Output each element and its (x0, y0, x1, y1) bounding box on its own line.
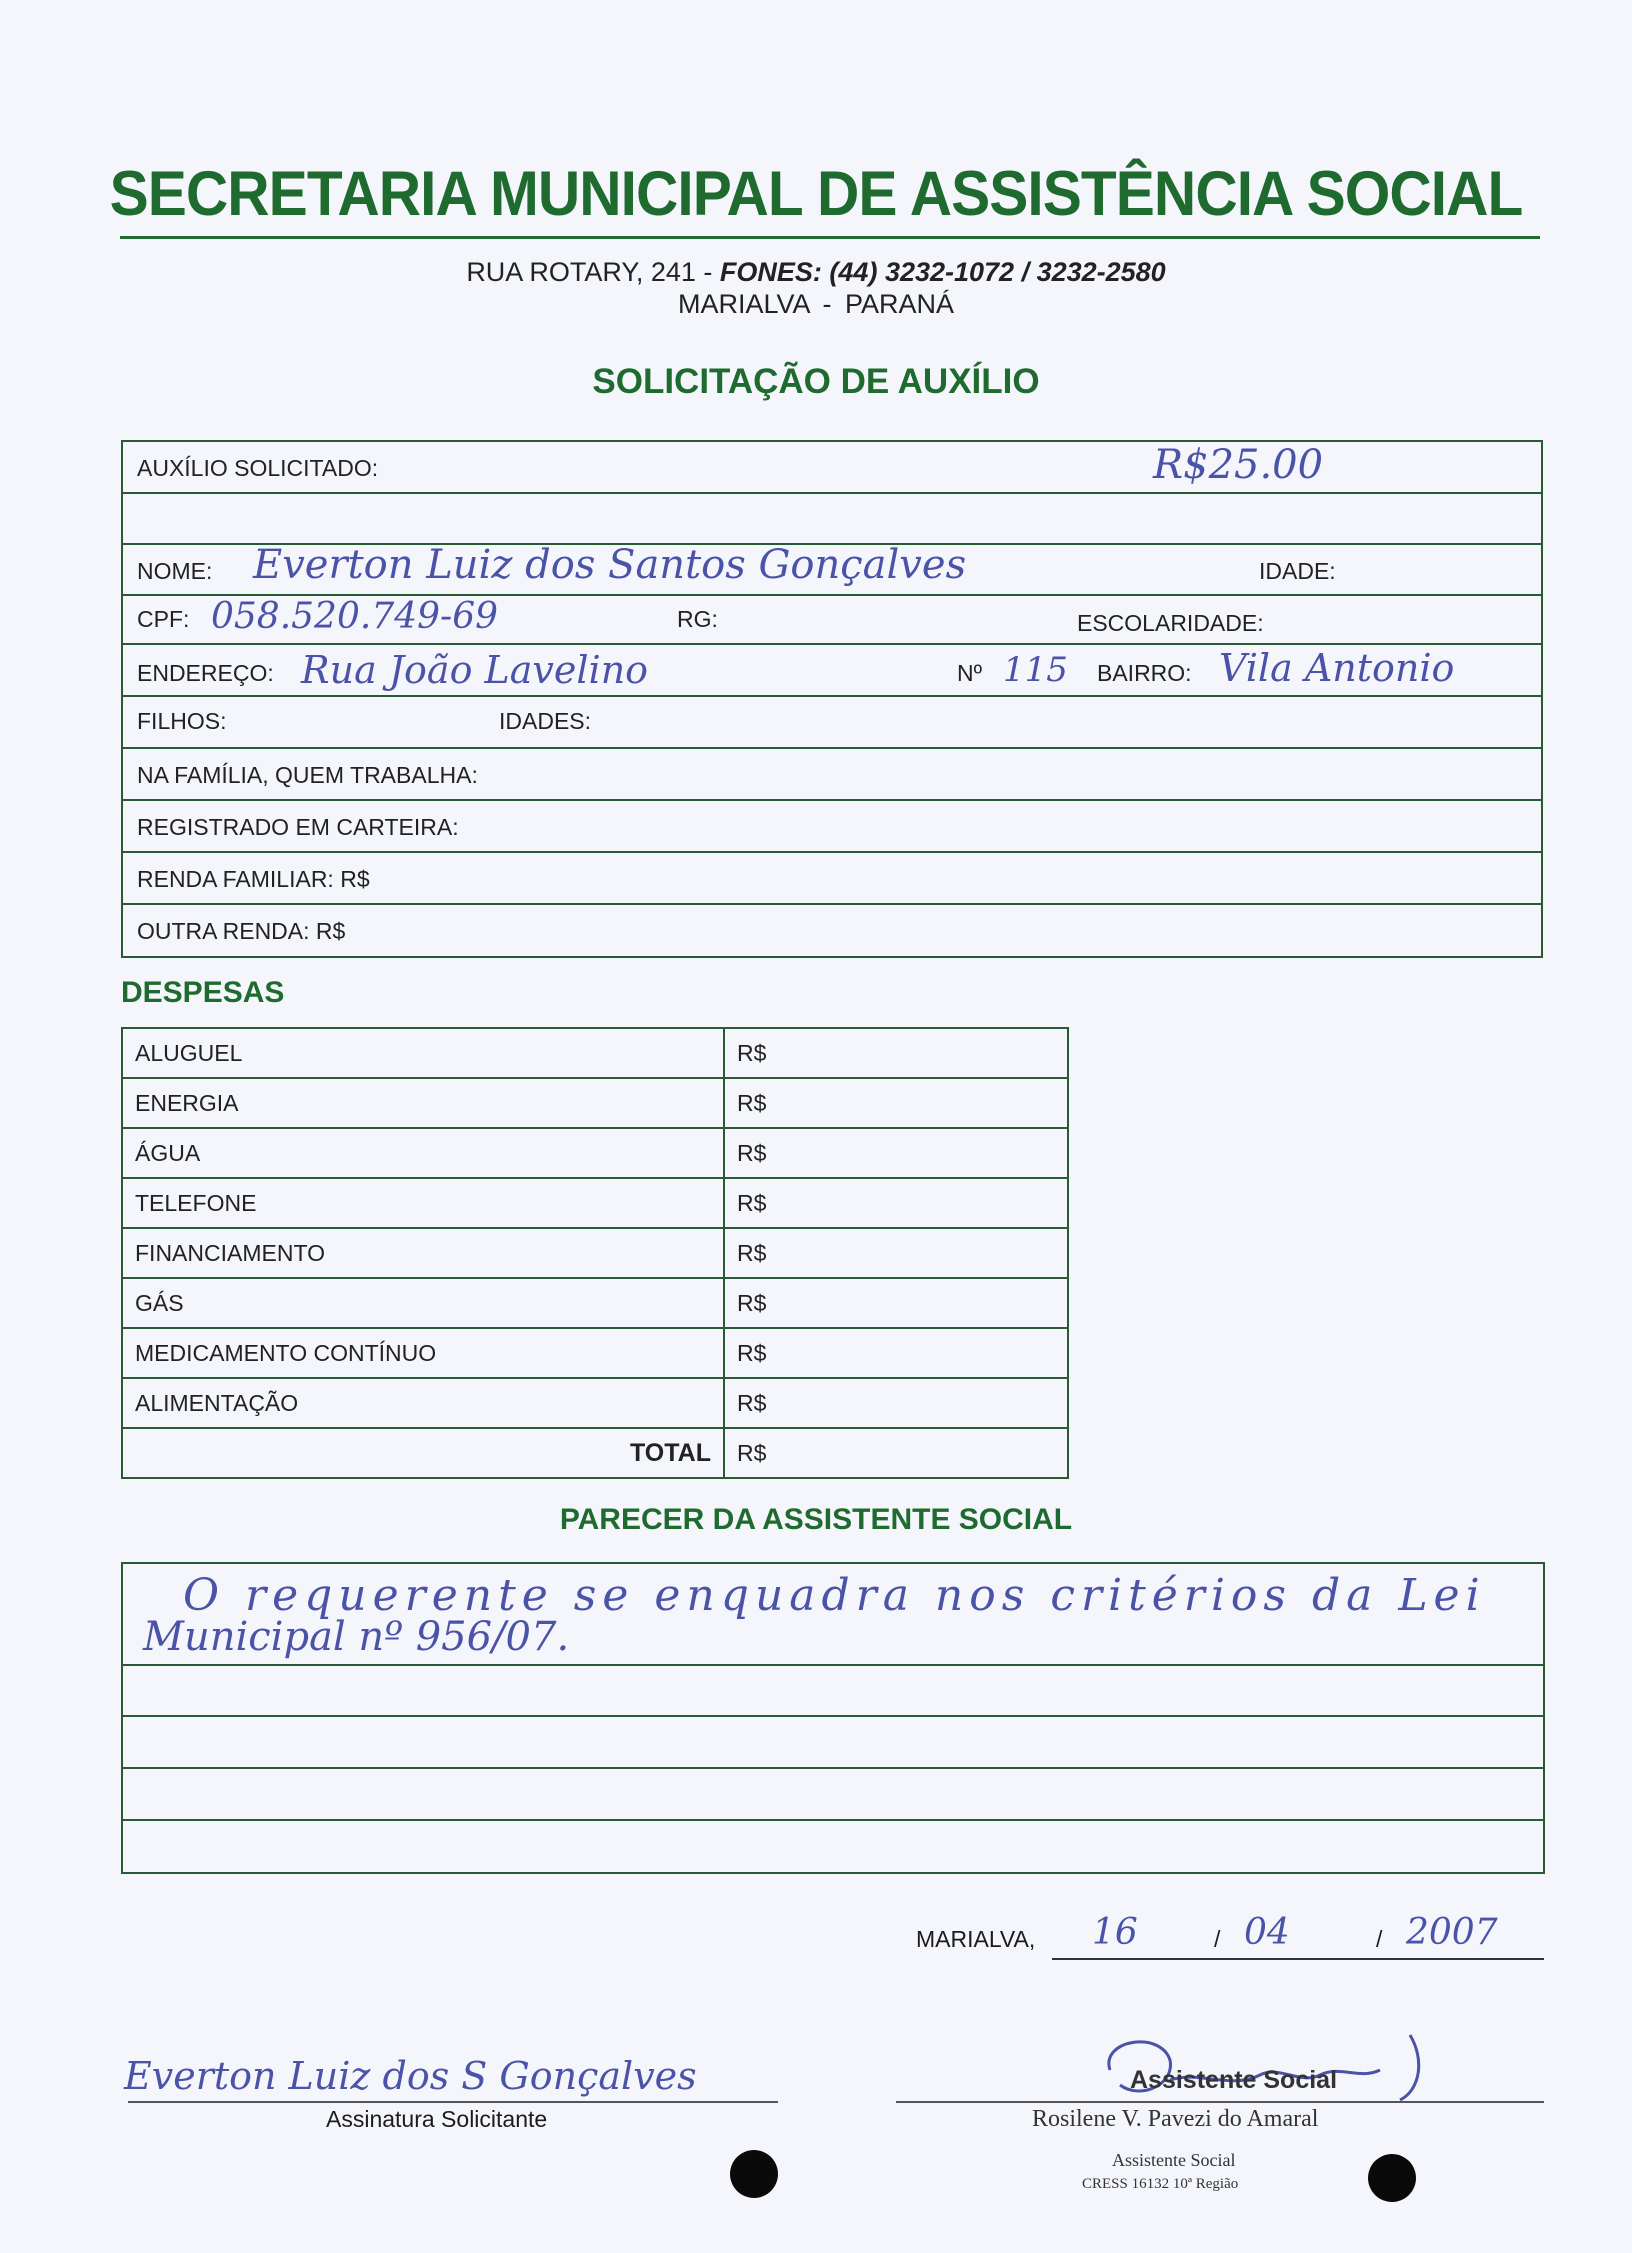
city-label: MARIALVA, (916, 1926, 1036, 1952)
endereco-value[interactable]: Rua João Lavelino (301, 648, 649, 692)
street-address: RUA ROTARY, 241 - (466, 257, 720, 287)
date-year[interactable]: 2007 (1406, 1912, 1498, 1953)
address-line (0, 257, 1632, 288)
cpf-value[interactable]: 058.520.749-69 (211, 596, 498, 637)
form-row (123, 799, 1541, 801)
expense-label: TELEFONE (122, 1178, 724, 1228)
expense-value-field[interactable]: R$ (724, 1078, 1068, 1128)
parecer-box (121, 1562, 1545, 1874)
form-row (123, 492, 1541, 494)
expense-label: ENERGIA (122, 1078, 724, 1128)
quem-trabalha-label: NA FAMÍLIA, QUEM TRABALHA: (137, 762, 478, 788)
expense-total-label: TOTAL (122, 1428, 724, 1478)
applicant-signature: Everton Luiz dos S Gonçalves (124, 2054, 697, 2098)
expense-label: ALUGUEL (122, 1028, 724, 1078)
expense-value-field[interactable]: R$ (724, 1128, 1068, 1178)
phone-numbers: FONES: (44) 3232-1072 / 3232-2580 (719, 257, 1166, 287)
expense-row (122, 1278, 1068, 1328)
form-title: SOLICITAÇÃO DE AUXÍLIO (592, 362, 1040, 401)
form-row (123, 851, 1541, 853)
expense-label: MEDICAMENTO CONTÍNUO (122, 1328, 724, 1378)
registrado-label: REGISTRADO EM CARTEIRA: (137, 814, 459, 840)
expense-value-field[interactable]: R$ (724, 1378, 1068, 1428)
title-underline (120, 236, 1540, 239)
date-separator: / (1376, 1926, 1383, 1952)
expense-value-field[interactable]: R$ (724, 1028, 1068, 1078)
stamp-role: Assistente Social (1112, 2150, 1236, 2170)
parecer-line (123, 1819, 1543, 1821)
punch-hole (1368, 2154, 1416, 2202)
stamp-registration: CRESS 16132 10ª Região (1082, 2176, 1239, 2192)
expense-total-row (122, 1428, 1068, 1478)
form-row (123, 903, 1541, 905)
expense-value-field[interactable]: R$ (724, 1328, 1068, 1378)
despesas-title: DESPESAS (121, 976, 285, 1009)
form-row (123, 643, 1541, 645)
auxilio-label: AUXÍLIO SOLICITADO: (137, 455, 379, 481)
social-worker-signature-line (896, 2101, 1544, 2103)
form-row (123, 747, 1541, 749)
idades-label: IDADES: (499, 708, 592, 734)
social-worker-caption: Assistente Social (1130, 2066, 1338, 2094)
idade-label: IDADE: (1259, 558, 1336, 584)
expense-row (122, 1378, 1068, 1428)
numero-label: Nº (957, 660, 983, 686)
nome-value[interactable]: Everton Luiz dos Santos Gonçalves (253, 542, 967, 588)
applicant-signature-line (128, 2101, 778, 2103)
auxilio-value[interactable]: R$25.00 (1153, 442, 1324, 488)
expense-label: ALIMENTAÇÃO (122, 1378, 724, 1428)
despesas-table (121, 1027, 1069, 1479)
date-month[interactable]: 04 (1244, 1912, 1290, 1953)
expense-label: FINANCIAMENTO (122, 1228, 724, 1278)
punch-hole (730, 2150, 778, 2198)
parecer-text-line2[interactable]: Municipal nº 956/07. (143, 1614, 570, 1660)
expense-label: GÁS (122, 1278, 724, 1328)
city-state: MARIALVA - PARANÁ (677, 289, 955, 319)
parecer-title: PARECER DA ASSISTENTE SOCIAL (559, 1503, 1073, 1536)
numero-value[interactable]: 115 (1003, 650, 1068, 690)
expense-total-value[interactable]: R$ (724, 1428, 1068, 1478)
renda-familiar-label: RENDA FAMILIAR: R$ (137, 866, 370, 892)
expense-row (122, 1228, 1068, 1278)
endereco-label: ENDEREÇO: (137, 660, 274, 686)
parecer-text-line1[interactable]: O requerente se enquadra nos critérios da Lei (183, 1570, 1486, 1621)
expense-row (122, 1078, 1068, 1128)
expense-label: ÁGUA (122, 1128, 724, 1178)
date-day[interactable]: 16 (1092, 1912, 1138, 1953)
page-title: SECRETARIA MUNICIPAL DE ASSISTÊNCIA SOCIAL (109, 159, 1523, 229)
parecer-line (123, 1767, 1543, 1769)
bairro-value[interactable]: Vila Antonio (1219, 646, 1455, 690)
expense-row (122, 1178, 1068, 1228)
rg-label: RG: (677, 606, 718, 632)
expense-row (122, 1128, 1068, 1178)
expense-value-field[interactable]: R$ (724, 1178, 1068, 1228)
expense-value-field[interactable]: R$ (724, 1278, 1068, 1328)
applicant-caption: Assinatura Solicitante (326, 2106, 548, 2132)
parecer-line (123, 1715, 1543, 1717)
date-separator: / (1214, 1926, 1221, 1952)
outra-renda-label: OUTRA RENDA: R$ (137, 918, 346, 944)
bairro-label: BAIRRO: (1097, 660, 1192, 686)
form-row (123, 695, 1541, 697)
escolaridade-label: ESCOLARIDADE: (1077, 610, 1264, 636)
stamp-name: Rosilene V. Pavezi do Amaral (1032, 2106, 1319, 2132)
expense-row (122, 1028, 1068, 1078)
date-underline (1052, 1958, 1544, 1960)
parecer-line (123, 1664, 1543, 1666)
expense-value-field[interactable]: R$ (724, 1228, 1068, 1278)
cpf-label: CPF: (137, 606, 190, 632)
date-line (916, 1926, 1035, 1953)
request-form (121, 440, 1543, 958)
nome-label: NOME: (137, 558, 213, 584)
filhos-label: FILHOS: (137, 708, 227, 734)
expense-row (122, 1328, 1068, 1378)
